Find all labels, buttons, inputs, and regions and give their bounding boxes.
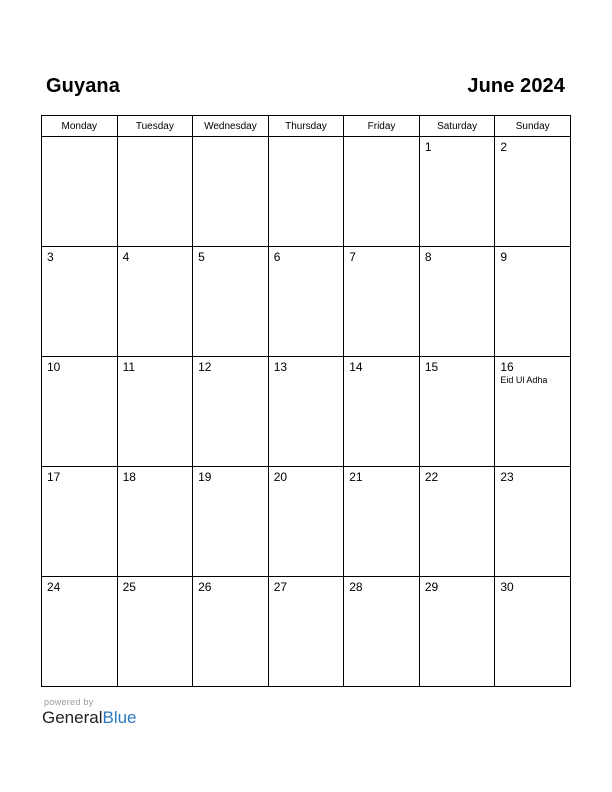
calendar-empty-cell xyxy=(117,137,193,247)
day-cell-content xyxy=(193,247,268,264)
day-number: 16 xyxy=(500,360,514,374)
calendar-day-cell xyxy=(117,247,193,357)
calendar-day-cell xyxy=(268,577,344,687)
day-cell-content xyxy=(344,247,419,264)
day-number: 10 xyxy=(47,360,61,374)
day-cell-content xyxy=(269,137,344,140)
calendar-day-cell xyxy=(495,247,571,357)
calendar-empty-cell xyxy=(268,137,344,247)
day-cell-content xyxy=(420,467,495,484)
day-cell-content xyxy=(42,247,117,264)
day-number: 20 xyxy=(273,470,288,484)
day-number: 25 xyxy=(122,580,136,594)
day-number: 4 xyxy=(122,250,130,264)
day-cell-content xyxy=(420,137,495,154)
calendar-empty-cell xyxy=(344,137,420,247)
calendar-day-cell xyxy=(117,357,193,467)
day-cell-content xyxy=(420,247,495,264)
calendar-grid xyxy=(41,115,571,687)
calendar-week-row xyxy=(42,137,571,247)
day-cell-content xyxy=(344,137,419,140)
footer-branding xyxy=(42,697,137,728)
calendar-day-cell xyxy=(268,467,344,577)
calendar-day-cell xyxy=(344,247,420,357)
holiday-label: Eid Ul Adha xyxy=(500,375,548,385)
day-cell-content xyxy=(118,137,193,140)
day-number: 15 xyxy=(424,360,439,374)
calendar-body xyxy=(42,137,571,687)
calendar-empty-cell xyxy=(193,137,269,247)
day-cell-content xyxy=(193,467,268,484)
calendar-day-cell xyxy=(268,357,344,467)
weekday-header: Sunday xyxy=(495,116,571,137)
calendar-day-cell xyxy=(419,467,495,577)
calendar-day-cell xyxy=(419,357,495,467)
day-number: 21 xyxy=(349,470,363,484)
weekday-header: Saturday xyxy=(419,116,495,137)
calendar-day-cell xyxy=(344,357,420,467)
day-cell-content xyxy=(344,467,419,484)
day-number: 14 xyxy=(349,360,363,374)
day-number: 27 xyxy=(273,580,288,594)
generalblue-logo xyxy=(42,708,137,728)
day-cell-content xyxy=(269,357,344,374)
day-number: 6 xyxy=(273,250,281,264)
day-cell-content xyxy=(495,577,570,594)
day-cell-content xyxy=(42,137,117,140)
day-cell-content xyxy=(118,577,193,594)
weekday-header: Tuesday xyxy=(117,116,193,137)
calendar-day-cell xyxy=(344,577,420,687)
calendar-day-cell xyxy=(419,247,495,357)
country-title: Guyana xyxy=(46,74,120,97)
day-number: 1 xyxy=(424,140,432,154)
day-cell-content xyxy=(118,357,193,374)
day-number: 22 xyxy=(424,470,439,484)
day-number: 12 xyxy=(198,360,212,374)
day-cell-content xyxy=(42,577,117,594)
calendar-week-row xyxy=(42,357,571,467)
day-number: 11 xyxy=(122,360,136,374)
day-number: 26 xyxy=(198,580,212,594)
logo-general-text: General xyxy=(42,708,103,727)
day-number: 2 xyxy=(500,140,508,154)
calendar-week-row xyxy=(42,577,571,687)
calendar-day-cell xyxy=(117,467,193,577)
calendar-day-cell xyxy=(42,577,118,687)
day-cell-content xyxy=(495,357,570,386)
calendar-day-cell xyxy=(117,577,193,687)
day-number: 23 xyxy=(500,470,514,484)
day-number: 5 xyxy=(198,250,205,264)
day-cell-content xyxy=(42,467,117,484)
calendar-day-cell xyxy=(419,577,495,687)
day-cell-content xyxy=(42,357,117,374)
weekday-header: Friday xyxy=(344,116,420,137)
calendar-day-cell xyxy=(42,467,118,577)
calendar-day-cell xyxy=(344,467,420,577)
day-number: 24 xyxy=(47,580,61,594)
day-cell-content xyxy=(420,577,495,594)
logo-blue-text: Blue xyxy=(102,708,137,727)
calendar-week-row xyxy=(42,247,571,357)
day-cell-content xyxy=(118,247,193,264)
day-cell-content xyxy=(344,577,419,594)
weekday-header: Monday xyxy=(42,116,118,137)
day-number: 19 xyxy=(198,470,212,484)
calendar-day-cell xyxy=(495,577,571,687)
day-number: 28 xyxy=(349,580,363,594)
calendar-day-cell xyxy=(495,357,571,467)
calendar-empty-cell xyxy=(42,137,118,247)
day-cell-content xyxy=(193,577,268,594)
powered-by-text: powered by xyxy=(44,697,94,707)
day-number: 8 xyxy=(424,250,432,264)
day-cell-content xyxy=(269,467,344,484)
day-cell-content xyxy=(495,247,570,264)
day-cell-content xyxy=(193,357,268,374)
day-number: 17 xyxy=(47,470,61,484)
day-cell-content xyxy=(269,577,344,594)
calendar-day-cell xyxy=(193,467,269,577)
calendar-day-cell xyxy=(193,247,269,357)
calendar-day-cell xyxy=(193,357,269,467)
calendar-header xyxy=(41,70,571,102)
day-cell-content xyxy=(118,467,193,484)
day-number: 3 xyxy=(47,250,54,264)
day-number: 30 xyxy=(500,580,514,594)
day-cell-content xyxy=(495,137,570,154)
calendar-day-cell xyxy=(193,577,269,687)
day-cell-content xyxy=(420,357,495,374)
day-number: 13 xyxy=(273,360,288,374)
calendar-week-row xyxy=(42,467,571,577)
weekday-header-row xyxy=(42,116,571,137)
calendar-day-cell xyxy=(268,247,344,357)
calendar-day-cell xyxy=(42,247,118,357)
weekday-header: Thursday xyxy=(268,116,344,137)
day-cell-content xyxy=(193,137,268,140)
day-cell-content xyxy=(495,467,570,484)
day-number: 18 xyxy=(122,470,136,484)
calendar-day-cell xyxy=(495,467,571,577)
month-year-title: June 2024 xyxy=(467,74,565,97)
day-number: 7 xyxy=(349,250,356,264)
calendar-day-cell xyxy=(419,137,495,247)
calendar-day-cell xyxy=(495,137,571,247)
day-cell-content xyxy=(269,247,344,264)
day-number: 9 xyxy=(500,250,508,264)
calendar-day-cell xyxy=(42,357,118,467)
weekday-header: Wednesday xyxy=(193,116,269,137)
day-number: 29 xyxy=(424,580,439,594)
day-cell-content xyxy=(344,357,419,374)
